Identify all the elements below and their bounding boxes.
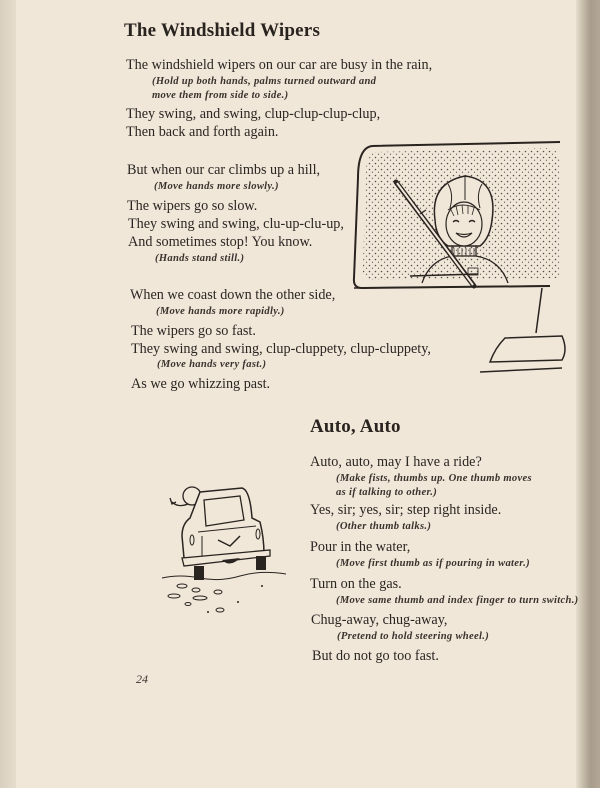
verse-line: The wipers go so slow.: [127, 198, 258, 214]
verse-line: And sometimes stop! You know.: [128, 234, 313, 250]
verse-line: They swing, and swing, clup-clup-clup-clup,: [126, 106, 381, 122]
instruction-note: (Make fists, thumbs up. One thumb moves: [336, 473, 532, 484]
verse-line: When we coast down the other side,: [130, 287, 336, 303]
verse-line: But do not go too fast.: [312, 648, 439, 664]
verse-line: The windshield wipers on our car are busy in the rain,: [126, 57, 433, 73]
instruction-note: (Hold up both hands, palms turned outward and: [152, 76, 377, 87]
verse-line: Chug-away, chug-away,: [311, 612, 448, 628]
verse-line: Auto, auto, may I have a ride?: [310, 454, 482, 470]
verse-line: They swing and swing, clup-cluppety, clup-cluppety,: [131, 341, 431, 357]
instruction-note: (Move hands more slowly.): [154, 181, 279, 192]
instruction-note: as if talking to other.): [336, 487, 438, 498]
verse-line: Then back and forth again.: [126, 124, 279, 140]
verse-line: Yes, sir; yes, sir; step right inside.: [310, 502, 502, 518]
verse-line: The wipers go so fast.: [131, 323, 256, 339]
instruction-note: (Move same thumb and index finger to turn switch.): [336, 595, 579, 606]
poem-title: The Windshield Wipers: [124, 20, 321, 41]
instruction-note: (Other thumb talks.): [336, 521, 432, 532]
windshield-girl-illustration: [350, 138, 570, 378]
instruction-note: (Move hands very fast.): [157, 359, 267, 370]
instruction-note: (Hands stand still.): [155, 253, 245, 264]
verse-line: As we go whizzing past.: [131, 376, 271, 392]
instruction-note: (Move first thumb as if pouring in water.): [336, 558, 530, 569]
instruction-note: (Move hands more rapidly.): [156, 306, 285, 317]
instruction-note: (Pretend to hold steering wheel.): [337, 631, 490, 642]
verse-line: But when our car climbs up a hill,: [127, 162, 321, 178]
car-waving-illustration: [160, 478, 290, 618]
instruction-note: move them from side to side.): [152, 90, 289, 101]
page-number: 24: [136, 672, 148, 686]
poem-title: Auto, Auto: [310, 416, 401, 437]
verse-line: Pour in the water,: [310, 539, 411, 555]
page-edge-shadow: [576, 0, 600, 788]
verse-line: Turn on the gas.: [310, 576, 402, 592]
page-gutter: [0, 0, 16, 788]
verse-line: They swing and swing, clu-up-clu-up,: [128, 216, 344, 232]
